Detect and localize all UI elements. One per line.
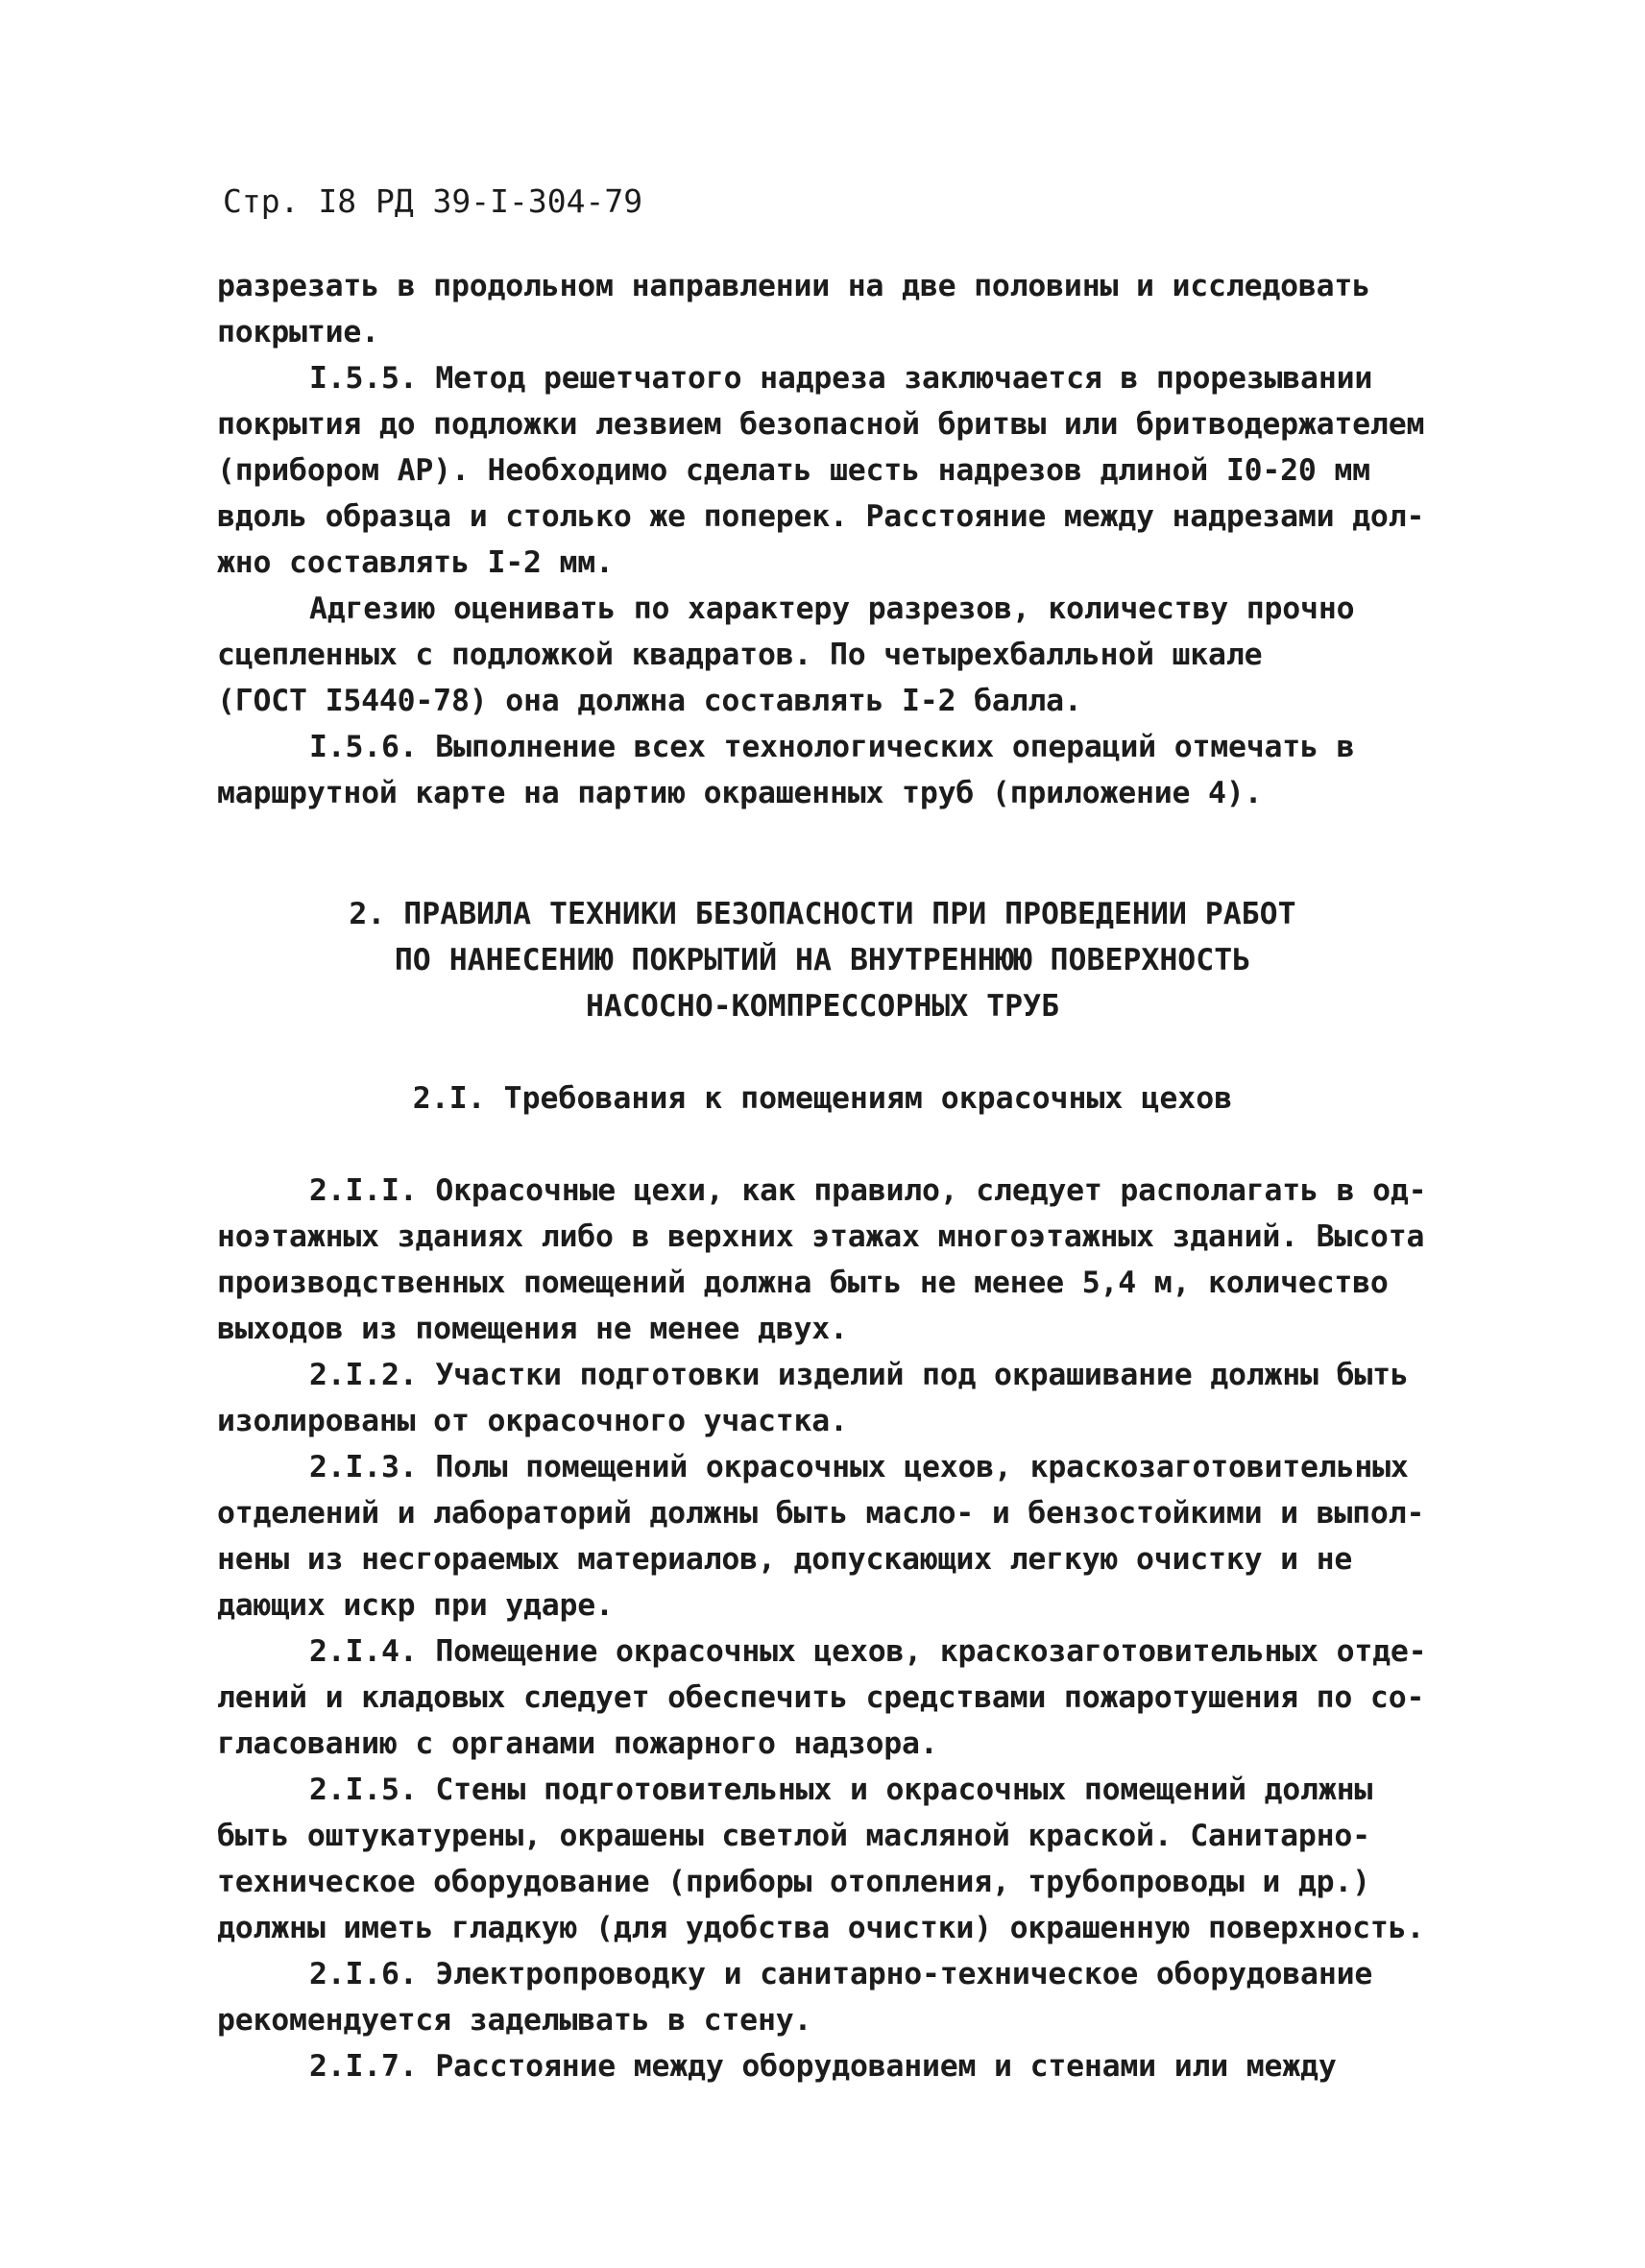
text-line: маршрутной карте на партию окрашенных труб (приложение 4). <box>217 776 1263 810</box>
subsection-title: 2.I. Требования к помещениям окрасочных цехов <box>412 1081 1233 1116</box>
text-line: изолированы от окрасочного участка. <box>217 1404 848 1438</box>
page-header: Стр. I8 РД 39-I-304-79 <box>223 182 643 220</box>
text-line: дающих искр при ударе. <box>217 1588 614 1623</box>
text-line: ноэтажных зданиях либо в верхних этажах многоэтажных зданий. Высота <box>217 1219 1425 1254</box>
text-line: нены из несгораемых материалов, допускающих легкую очистку и не <box>217 1542 1353 1577</box>
text-line: 2.I.4. Помещение окрасочных цехов, краскозаготовительных отде- <box>309 1634 1427 1669</box>
section-title: 2. ПРАВИЛА ТЕХНИКИ БЕЗОПАСНОСТИ ПРИ ПРОВЕДЕНИИ РАБОТ <box>349 897 1296 931</box>
text-line: производственных помещений должна быть не менее 5,4 м, количество <box>217 1266 1389 1300</box>
text-line: 2.I.6. Электропроводку и санитарно-техническое оборудование <box>309 1957 1373 1991</box>
text-line: лений и кладовых следует обеспечить средствами пожаротушения по со- <box>217 1680 1425 1715</box>
text-line: (ГОСТ I5440-78) она должна составлять I-2 балла. <box>217 684 1082 718</box>
text-line: должны иметь гладкую (для удобства очистки) окрашенную поверхность. <box>217 1911 1425 1945</box>
text-line: отделений и лабораторий должны быть масло- и бензостойкими и выпол- <box>217 1496 1425 1531</box>
text-line: жно составлять I-2 мм. <box>217 545 614 580</box>
text-line: 2.I.3. Полы помещений окрасочных цехов, краскозаготовительных <box>309 1450 1409 1484</box>
text-line: выходов из помещения не менее двух. <box>217 1312 848 1346</box>
text-line: Адгезию оценивать по характеру разрезов, количеству прочно <box>309 591 1355 626</box>
text-line: покрытия до подложки лезвием безопасной бритвы или бритводержателем <box>217 407 1425 442</box>
text-line: сцепленных с подложкой квадратов. По четырехбалльной шкале <box>217 638 1263 672</box>
section-title: ПО НАНЕСЕНИЮ ПОКРЫТИЙ НА ВНУТРЕННЮЮ ПОВЕРХНОСТЬ <box>394 943 1251 977</box>
text-line: вдоль образца и столько же поперек. Расстояние между надрезами дол- <box>217 499 1425 534</box>
text-line: I.5.5. Метод решетчатого надреза заключается в прорезывании <box>309 361 1373 396</box>
text-line: покрытие. <box>217 315 379 350</box>
text-line: I.5.6. Выполнение всех технологических операций отмечать в <box>309 730 1355 764</box>
text-line: рекомендуется заделывать в стену. <box>217 2003 812 2038</box>
text-line: разрезать в продольном направлении на две половины и исследовать <box>217 269 1370 303</box>
text-line: быть оштукатурены, окрашены светлой масляной краской. Санитарно- <box>217 1819 1370 1853</box>
text-line: техническое оборудование (приборы отопления, трубопроводы и др.) <box>217 1865 1370 1899</box>
text-line: 2.I.2. Участки подготовки изделий под окрашивание должны быть <box>309 1358 1409 1392</box>
text-line: 2.I.I. Окрасочные цехи, как правило, следует располагать в од- <box>309 1173 1427 1208</box>
text-line: (прибором АР). Необходимо сделать шесть надрезов длиной I0-20 мм <box>217 453 1370 488</box>
text-line: 2.I.7. Расстояние между оборудованием и стенами или между <box>309 2049 1337 2084</box>
section-title: НАСОСНО-КОМПРЕССОРНЫХ ТРУБ <box>585 989 1060 1024</box>
text-line: 2.I.5. Стены подготовительных и окрасочных помещений должны <box>309 1773 1373 1807</box>
text-line: гласованию с органами пожарного надзора. <box>217 1726 938 1761</box>
